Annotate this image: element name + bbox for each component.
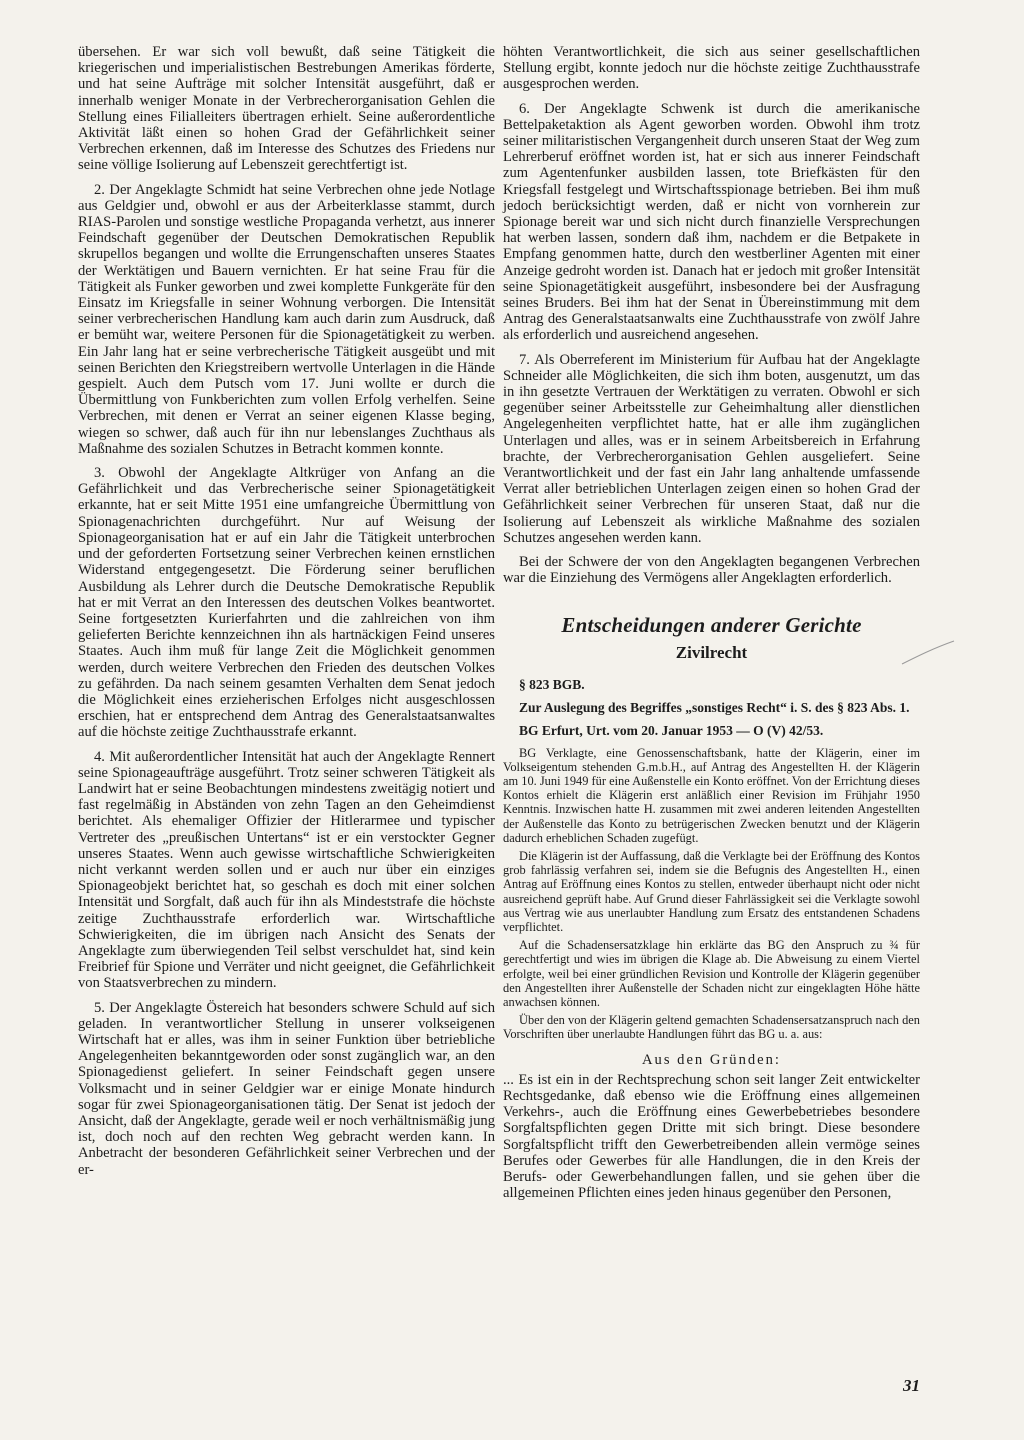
paragraph: übersehen. Er war sich voll bewußt, daß seine Tätigkeit die kriegerischen und imperialistischen Bestrebungen Amerikas förderte, und hat seine Aufträge mit solcher Intensität ausgeführt, daß er innerhalb weniger Monate in der Verbrecherorganisation Gehlen die Stellung eines Filialleiters übertragen erhielt. Seine außerordentliche Aktivität läßt einen so hohen Grad der Gefährlichkeit seiner Verbrechen erkennen, daß im Interesse des Schutzes des Friedens nur seine völlige Isolierung auf Lebenszeit gerechtfertigt ist. xyxy=(78,44,495,174)
paragraph: 7. Als Oberreferent im Ministerium für Aufbau hat der Angeklagte Schneider alle Möglichkeiten, die sich ihm boten, ausgenutzt, um das in ihn gesetzte Vertrauen der Werktätigen zu verraten. Obwohl er sich gegenüber seiner Arbeitsstelle zur Geheimhaltung aller dienstlichen Angelegenheiten verpflichtet hatte, hat er alle ihm zugänglichen Unterlagen und alles, was er in seinem Arbeitsbereich in Erfahrung brachte, der Verbrecherorganisation Gehlen ausgeliefert. Seine Verantwortlichkeit und der fast ein Jahr lang anhaltende umfassende Verrat aller betrieblichen Unterlagen zeigen einen so hohen Grad der Gefährlichkeit seiner Verbrechen für unseren Staat, daß nur die Isolierung auf Lebenszeit als wirkliche Maßnahme des sozialen Schutzes angesehen werden kann. xyxy=(503,351,920,546)
case-summary xyxy=(503,746,920,1042)
summary-paragraph: BG Verklagte, eine Genossenschaftsbank, hatte der Klägerin, einer im Volkseigentum stehenden G.m.b.H., auf Antrag des Angestellten H. der Klägerin am 10. Juni 1949 für eine Außenstelle ein Konto eröffnet. Von der Errichtung dieses Kontos erhielt die Klägerin erst anläßlich einer Revision im Frühjahr 1950 Kenntnis. Inzwischen hatte H. zusammen mit zwei anderen leitenden Angestellten der Außenstelle das Konto zu betrügerischen Zwecken benutzt und der Klägerin dadurch erheblichen Schaden zugefügt. xyxy=(503,745,920,845)
case-citation: BG Erfurt, Urt. vom 20. Januar 1953 — O (V) 42/53. xyxy=(519,722,824,738)
page-number: 31 xyxy=(903,1376,920,1395)
paragraph: Bei der Schwere der von den Angeklagten begangenen Verbrechen war die Einziehung des Vermögens aller Angeklagten erforderlich. xyxy=(503,554,920,587)
right-column xyxy=(503,44,920,1209)
paragraph: ... Es ist ein in der Rechtsprechung schon seit langer Zeit entwickelter Rechtsgedanke, daß ebenso wie die Eröffnung eines allgemeinen Verkehrs-, auch die Eröffnung eines Gewerbebetriebes besondere Sorgfaltspflichten gegen Dritte mit sich bringt. Diese besondere Sorgfaltspflicht trifft den Gewerbetreibenden allein vermöge seines Berufes oder Gewerbes für alle Handlungen, die in den Kreis der Berufs- oder Gewerbehandlungen fallen, und sie gehen über die allgemeinen Pflichten eines jeden hinaus gegenüber den Personen, xyxy=(503,1071,920,1202)
summary-paragraph: Über den von der Klägerin geltend gemachten Schadensersatzanspruch nach den Vorschriften über unerlaubte Handlungen führt das BG u. a. aus: xyxy=(503,1013,920,1042)
pencil-mark xyxy=(898,638,958,668)
paragraph: 6. Der Angeklagte Schwenk ist durch die amerikanische Bettelpaketaktion als Agent geworben worden. Obwohl ihm trotz seiner militaristischen Vergangenheit durch unseren Staat der Weg zum Lehrerberuf eröffnet worden ist, hat er sich aus innerer Feindschaft zum Agentenfunker ausbilden lassen, tote Briefkästen für den Kriegsfall festgelegt und Wirtschaftsspionage betrieben. Bei ihm muß jedoch berücksichtigt werden, daß er nicht von vornherein zur Spionage bereit war und sich nicht durch finanzielle Versprechungen hat werben lassen, sondern daß ihm, nachdem er die Betpakete in Empfang genommen hatte, durch den westberliner Agenten mit einer Anzeige gedroht worden ist. Danach hat er jedoch mit großer Intensität seine Spionagetätigkeit ausgeführt, insbesondere bei der Ausfragung seines Bruders. Bei ihm hat der Senat in Übereinstimmung mit dem Antrag des Generalstaatsanwalts eine Zuchthausstrafe von zwölf Jahre als erforderlich und ausreichend angesehen. xyxy=(503,100,920,344)
paragraph: 4. Mit außerordentlicher Intensität hat auch der Angeklagte Rennert seine Spionageaufträge ausgeführt. Trotz seiner schweren Tätigkeit als Landwirt hat er seine Beobachtungen mindestens zweitägig notiert und fast regelmäßig in Abständen von zehn Tagen an den Geheimdienst berichtet. Als ehemaliger Offizier der Hitlerarmee und typischer Vertreter des „preußischen Untertans“ ist er ein verstockter Gegner unseres Staates. Wenn auch gewisse wirtschaftliche Schwierigkeiten nicht verkannt werden sollen und er auch nur über ein einziges Spionageobjekt berichtet hat, so geschah es doch mit einer solchen Intensität und Sorgfalt, daß auch für ihn als Mindeststrafe die höchste zeitige Zuchthausstrafe erforderlich war. Wirtschaftliche Schwierigkeiten, die im übrigen nach Ansicht des Senats der Angeklagte zum überwiegenden Teil selbst verschuldet hat, sind kein Freibrief für Spione und Verräter und nicht geeignet, die Gefährlichkeit von Staatsverbrechen zu mindern. xyxy=(78,748,495,992)
section-subheading: Zivilrecht xyxy=(675,642,748,662)
statute-reference: § 823 BGB. xyxy=(519,676,585,692)
summary-paragraph: Die Klägerin ist der Auffassung, daß die Verklagte bei der Eröffnung des Kontos grob fahrlässig verfahren sei, indem sie die Befugnis des Angestellten H., einen Antrag auf Eröffnung eines Kontos zu stellen, entweder überhaupt nicht oder nicht ausreichend geprüft habe. Auf Grund dieser Fahrlässigkeit sei die Verklagte sowohl aus Vertrag wie aus unerlaubter Handlung zum Ersatz des entstandenen Schadens verpflichtet. xyxy=(503,848,920,934)
paragraph: 5. Der Angeklagte Östereich hat besonders schwere Schuld auf sich geladen. In verantwortlicher Stellung in unserer volkseigenen Wirtschaft hat er alles, was ihm in seiner Funktion über betriebliche Angelegenheiten bekanntgeworden oder sonst zugänglich war, an den Spionagedienst geliefert. In seiner Feindschaft gegen unsere Volksmacht und in seiner Geldgier war er einige Monate hindurch sogar für zwei Spionageorganisationen tätig. Der Senat ist jedoch der Ansicht, daß der Angeklagte, gerade weil er noch verhältnismäßig jung ist, doch noch auf den rechten Weg gebracht werden kann. In Anbetracht der besonderen Gefährlichkeit seiner Verbrechen und der er- xyxy=(78,999,495,1178)
section-heading: Entscheidungen anderer Gerichte xyxy=(561,612,862,637)
paragraph: 3. Obwohl der Angeklagte Altkrüger von Anfang an die Gefährlichkeit und das Verbrecherische seiner Spionagetätigkeit erkannte, hat er seit Mitte 1951 eine umfangreiche Übermittlung von Spionagenachrichten durchgeführt. Nur auf Weisung der Spionageorganisation hat er auf ein Jahr die Tätigkeit unterbrochen und der geforderten Fortsetzung seiner Verbrechen keinen ernstlichen Widerstand entgegengesetzt. Die Förderung seiner beruflichen Ausbildung als Lehrer durch die Deutsche Demokratische Republik hat er mit Verrat an den Interessen des deutschen Volkes beantwortet. Seine fortgesetzten Kurierfahrten und die zahlreichen von ihm gelieferten Berichte kennzeichnen ihn als hartnäckigen Feind unseres Staates. Auch ihm muß für lange Zeit die Möglichkeit genommen werden, durch weitere Verbrechen den Frieden des deutschen Volkes zu gefährden. Da nach seinem gesamten Verhalten dem Senat jedoch die Möglichkeit eines erzieherischen Erfolges nicht ausgeschlossen erschien, hat er entsprechend dem Antrag des Generalstaatsanwaltes auf die höchste zeitige Zuchthausstrafe erkannt. xyxy=(78,465,495,741)
paragraph: 2. Der Angeklagte Schmidt hat seine Verbrechen ohne jede Notlage aus Geldgier und, obwohl er aus der Arbeiterklasse stammt, durch RIAS-Parolen und sonstige westliche Propaganda verhetzt, aus innerer Feindschaft gegenüber der Deutschen Demokratischen Republik skrupellos begangen und wollte die Errungenschaften unseres Staates der Werktätigen und Bauern vernichten. Er hat seine Frau für die Tätigkeit als Funker geworben und zwei komplette Funkgeräte für den Einsatz im Kriegsfalle in seiner Wohnung verborgen. Die Intensität seiner verbrecherischen Handlung kam auch darin zum Ausdruck, daß er bemüht war, weitere Personen für die Spionagetätigkeit zu werben. Ein Jahr lang hat er seine verbrecherische Tätigkeit ausgeübt und mit seinen Berichten den Kriegstreibern wertvolle Unterlagen in die Hände gespielt. Auch dem Putsch vom 17. Juni wollte er durch die Übermittlung von Funkberichten zum vollen Erfolg verhelfen. Seine Verbrechen, mit denen er Verrat an seiner eigenen Klasse beging, wiegen so schwer, daß auch für ihn nur lebenslanges Zuchthaus als Maßnahme des sozialen Schutzes in Betracht kommen konnte. xyxy=(78,181,495,457)
left-column xyxy=(78,44,495,1186)
case-headnote: Zur Auslegung des Begriffes „sonstiges Recht“ i. S. des § 823 Abs. 1. xyxy=(519,699,910,715)
reasons-heading: Aus den Gründen: xyxy=(641,1051,781,1068)
paragraph: höhten Verantwortlichkeit, die sich aus seiner gesellschaftlichen Stellung ergibt, konnte jedoch nur die höchste zeitige Zuchthausstrafe ausgesprochen werden. xyxy=(503,44,920,93)
summary-paragraph: Auf die Schadensersatzklage hin erklärte das BG den Anspruch zu ¾ für gerechtfertigt und wies im übrigen die Klage ab. Die Abweisung zu einem Viertel erfolgte, weil bei einer gründlichen Revision und Kontrolle der Klägerin gegenüber den Angestellten ihrer Außenstelle der Schaden nicht zur eingeklagten Höhe hätte anwachsen können. xyxy=(503,938,920,1009)
